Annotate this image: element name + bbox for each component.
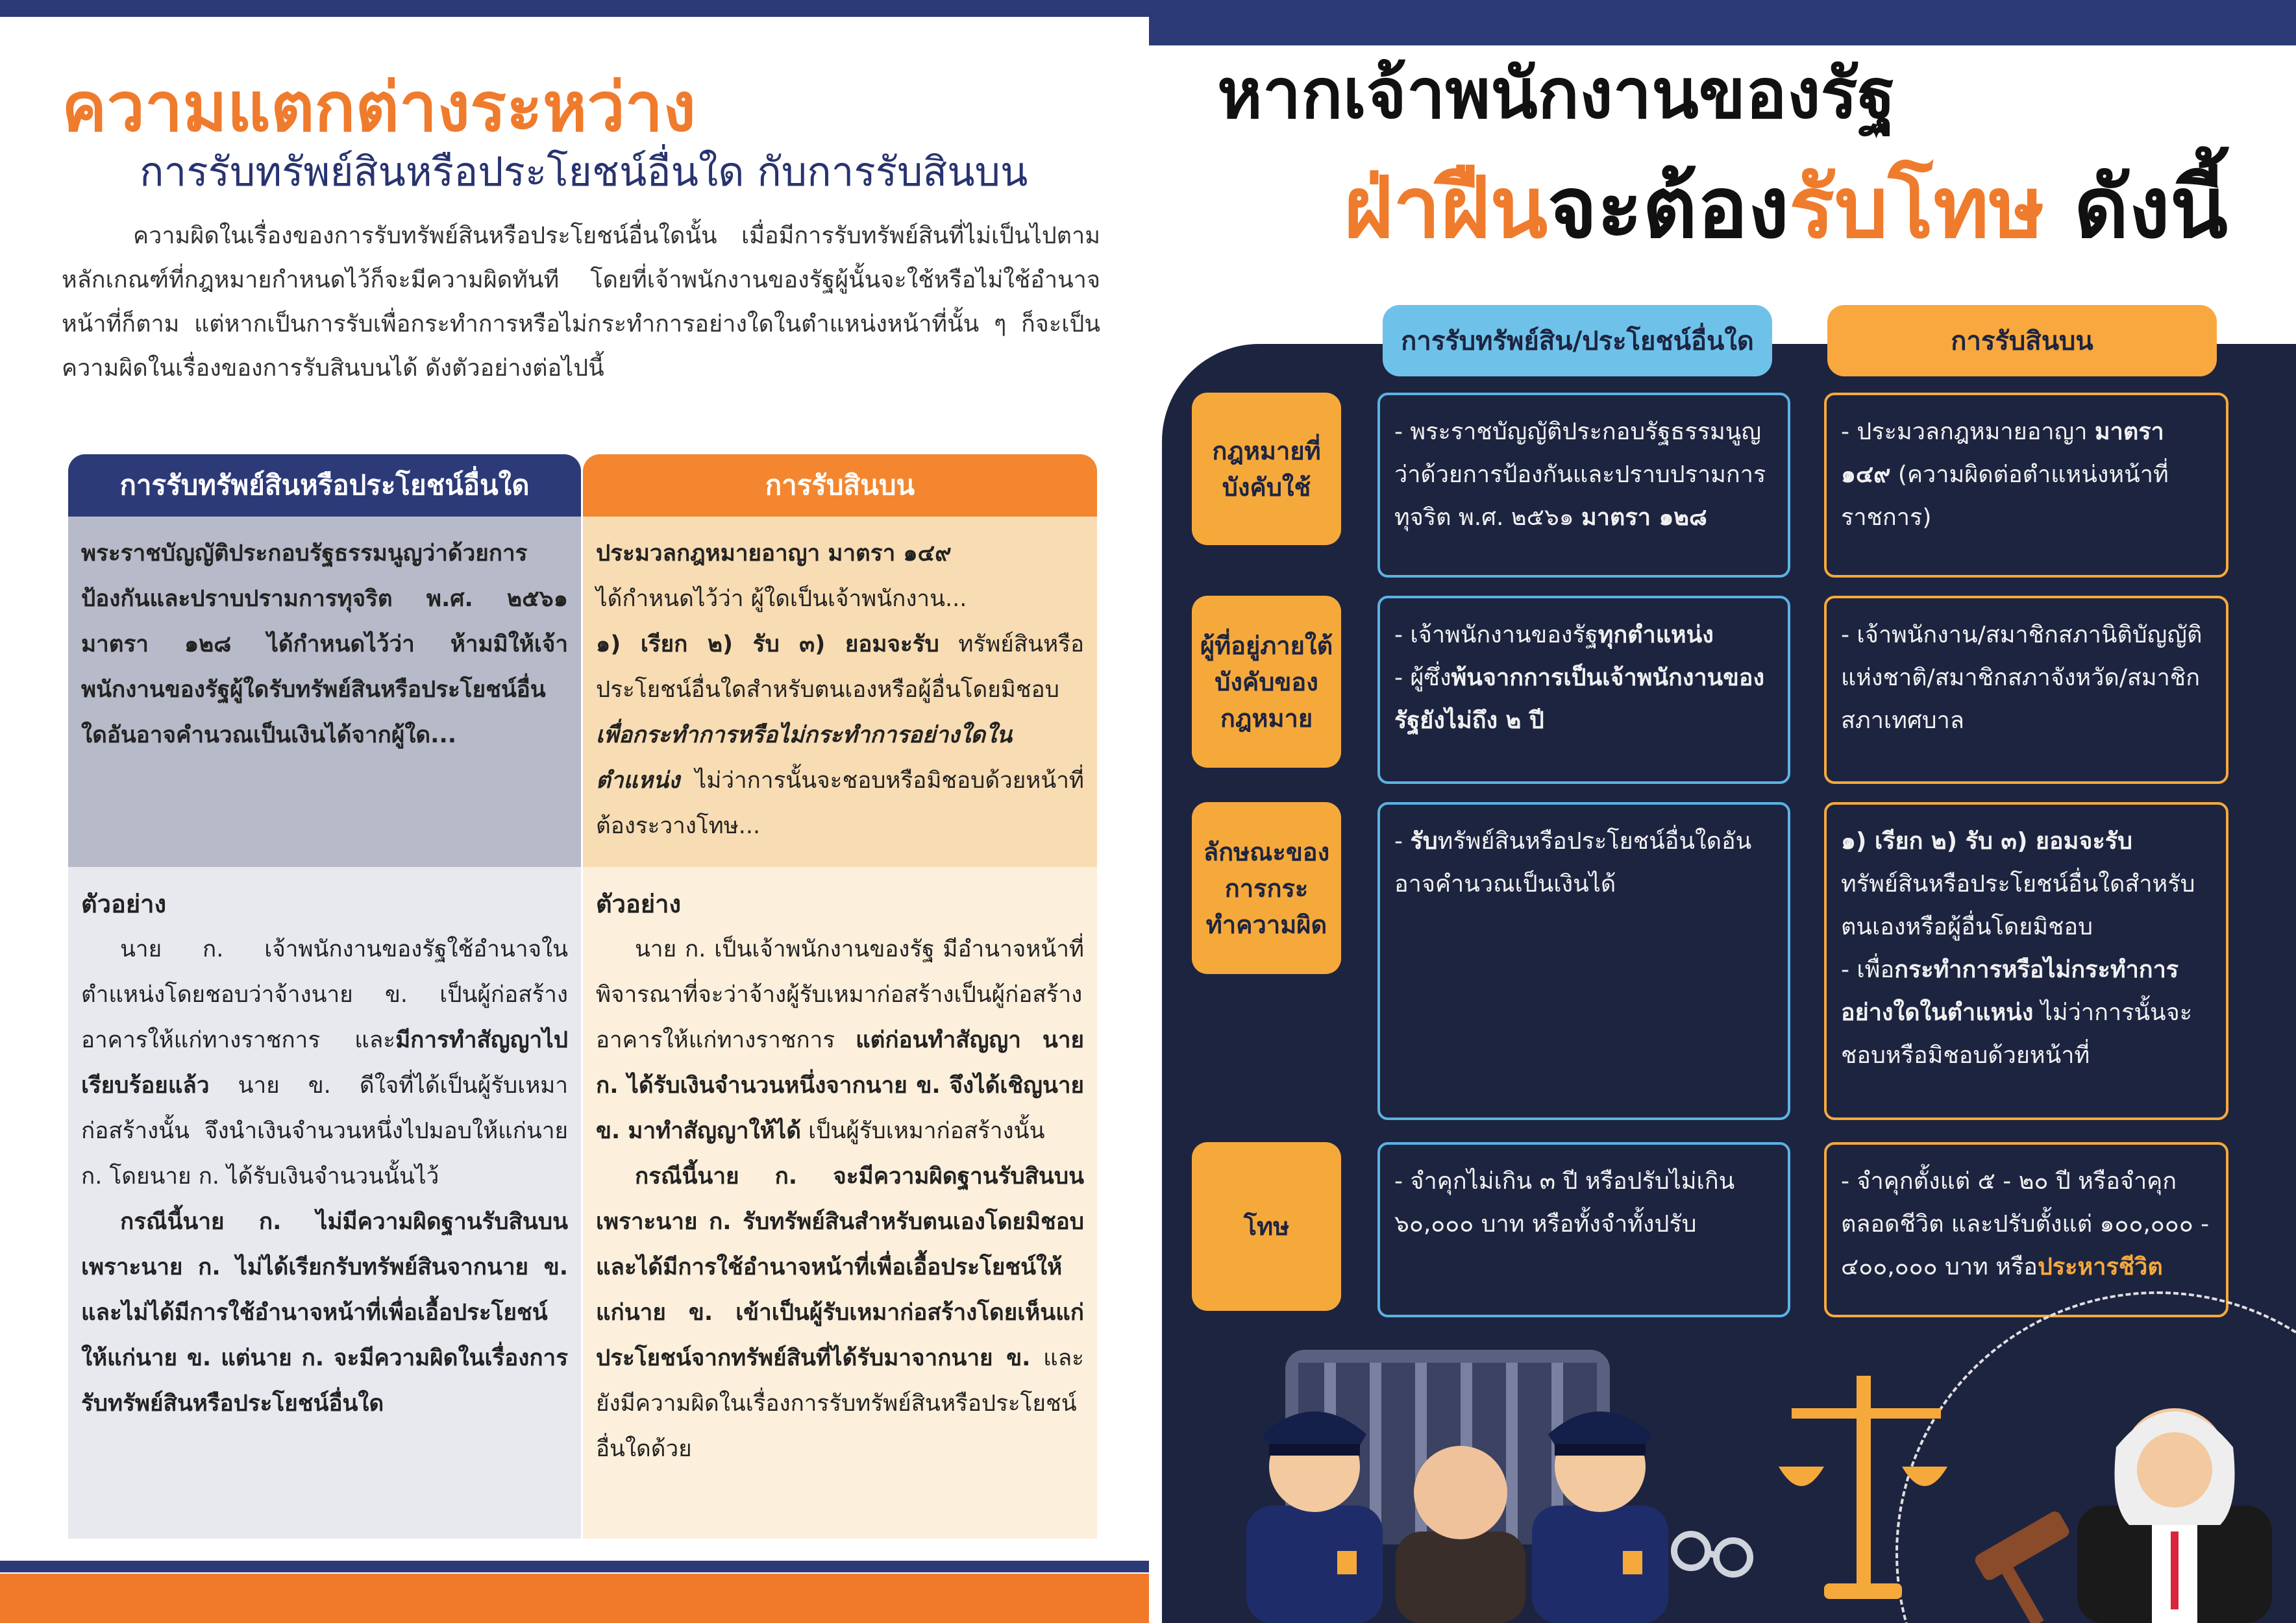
row4-col1-box (1377, 1142, 1790, 1317)
right-page (1149, 0, 2296, 1623)
col1-law-cell (68, 517, 581, 867)
right-title-line2 (1344, 153, 2285, 263)
row3-col2-e: ไม่ว่าการนั้นจะชอบหรือมิชอบด้วยหน้าที่ (1841, 999, 2193, 1069)
row1-col2-c: (ความผิดต่อตำแหน่งหน้าที่ราชการ) (1841, 461, 2169, 531)
title-penalty: รับโทษ (1789, 158, 2045, 257)
col1-example-cell (68, 867, 581, 1539)
header-bribery: การรับสินบน (1827, 305, 2217, 376)
col1-example-a: นาย ก. เจ้าพนักงานของรัฐใช้อำนาจในตำแหน่งโดยชอบว่าจ้างนาย ข. เป็นผู้ก่อสร้างอาคารให้แก่ทางราชการ และ (81, 936, 568, 1053)
bottom-stripe-orange (0, 1574, 1149, 1623)
col2-law-purpose: เพื่อกระทำการหรือไม่กระทำการอย่างใดในตำแหน่ง (596, 722, 1013, 794)
title-violate: ฝ่าฝืน (1344, 158, 1548, 257)
row3-col1-box (1377, 802, 1790, 1120)
col1-example-body (81, 927, 568, 1199)
col1-header: การรับทรัพย์สินหรือประโยชน์อื่นใด (68, 454, 581, 517)
col2-law-acts: ๑) เรียก ๒) รับ ๓) ยอมจะรับ (596, 631, 939, 657)
col2-law-intro: ได้กำหนดไว้ว่า ผู้ใดเป็นเจ้าพนักงาน... (596, 586, 967, 612)
row2-col1-d: พ้นจากการเป็นเจ้าพนักงานของรัฐยังไม่ถึง ๒ ปี (1394, 665, 1765, 734)
row4-col1-a: - จำคุกไม่เกิน ๓ ปี หรือปรับไม่เกิน ๖๐,๐๐๐ บาท หรือทั้งจำทั้งปรับ (1394, 1168, 1735, 1238)
left-subtitle: การรับทรัพย์สินหรือประโยชน์อื่นใด กับการรับสินบน (140, 148, 1028, 195)
col2-example-b: แต่ก่อนทำสัญญา นาย ก. ได้รับเงินจำนวนหนึ่งจากนาย ข. จึงได้เชิญนาย ข. มาทำสัญญาให้ได้ (596, 1027, 1084, 1144)
col1-example-label: ตัวอย่าง (81, 890, 166, 918)
row3-col2-a: ๑) เรียก ๒) รับ ๓) ยอมจะรับ (1841, 828, 2132, 855)
row3-col1-a: - (1394, 828, 1411, 855)
row4-col2-death: ประหารชีวิต (2037, 1254, 2163, 1280)
row1-col1-a: - พระราชบัญญัติประกอบรัฐธรรมนูญว่าด้วยการป้องกันและปราบปรามการทุจริต พ.ศ. ๒๕๖๑ (1394, 419, 1766, 531)
row1-col2-b: มาตรา ๑๔๙ (1841, 419, 2164, 488)
col2-example-e: และยังมีความผิดในเรื่องการรับทรัพย์สินหรือประโยชน์อื่นใดด้วย (596, 1345, 1084, 1462)
row2-col1-b: ทุกตำแหน่ง (1598, 622, 1714, 648)
intro-paragraph: ความผิดในเรื่องของการรับทรัพย์สินหรือประโยชน์อื่นใดนั้น เมื่อมีการรับทรัพย์สินที่ไม่เป็นไปตามหลักเกณฑ์ที่กฎหมายกำหนดไว้ก็จะมีความผิดทันที โดยที่เจ้าพนักงานของรัฐผู้นั้นจะใช้หรือไม่ใช้อำนาจหน้าที่ก็ตาม แต่หากเป็นการรับเพื่อกระทำการหรือไม่กระทำการอย่างใดในตำแหน่งหน้าที่นั้น ๆ ก็จะเป็นความผิดในเรื่องของการรับสินบนได้ ดังตัวอย่างต่อไปนี้ (62, 223, 1100, 382)
col2-example-body (596, 927, 1084, 1154)
bottom-stripe-navy (0, 1561, 1149, 1572)
row1-col2-a: - ประมวลกฎหมายอาญา (1841, 419, 2095, 445)
col1-example-b: มีการทำสัญญาไปเรียบร้อยแล้ว (81, 1027, 568, 1099)
top-stripe (0, 0, 1149, 17)
row3-col2-box (1824, 802, 2228, 1120)
col2-law-title: ประมวลกฎหมายอาญา มาตรา ๑๔๙ (596, 541, 952, 567)
row-label-offense: ลักษณะของการกระทำความผิด (1192, 802, 1341, 974)
row-label-subject: ผู้ที่อยู่ภายใต้บังคับของกฎหมาย (1192, 596, 1341, 768)
row3-col2-c: - เพื่อ (1841, 957, 1895, 983)
row1-col2-box (1824, 393, 2228, 578)
judge-icon (2077, 1408, 2272, 1623)
row2-col1-box (1377, 596, 1790, 784)
col2-example-conclusion (596, 1154, 1084, 1472)
col2-law-cell (583, 517, 1097, 867)
row1-col1-b: มาตรา ๑๒๘ (1581, 504, 1707, 531)
col2-example-cell (583, 867, 1097, 1539)
row2-col2-box (1824, 596, 2228, 784)
row-label-law: กฎหมายที่บังคับใช้ (1192, 393, 1341, 545)
row4-col2-a: - จำคุกตั้งแต่ ๕ - ๒๐ ปี หรือจำคุกตลอดชีวิต และปรับตั้งแต่ ๑๐๐,๐๐๐ - ๔๐๐,๐๐๐ บาท หรือ (1841, 1168, 2210, 1280)
right-title-line1: หากเจ้าพนักงานของรัฐ (1217, 54, 1895, 134)
row3-col1-c: ทรัพย์สินหรือประโยชน์อื่นใดอันอาจคำนวณเป็นเงินได้ (1394, 828, 1752, 897)
row1-col1-box (1377, 393, 1790, 578)
justice-illustration (1149, 1337, 2296, 1623)
left-title: ความแตกต่างระหว่าง (62, 67, 697, 147)
row2-col1-c: - ผู้ซึ่ง (1394, 665, 1451, 691)
col2-header: การรับสินบน (583, 454, 1097, 517)
col1-example-c: นาย ข. ดีใจที่ได้เป็นผู้รับเหมาก่อสร้างนั้น จึงนำเงินจำนวนหนึ่งไปมอบให้แก่นาย ก. โดยนาย ก. ได้รับเงินจำนวนนั้นไว้ (81, 1073, 568, 1190)
header-property: การรับทรัพย์สิน/ประโยชน์อื่นใด (1383, 305, 1772, 376)
row2-col2-a: - เจ้าพนักงาน/สมาชิกสภานิติบัญญัติแห่งชาติ/สมาชิกสภาจังหวัด/สมาชิกสภาเทศบาล (1841, 622, 2203, 734)
col2-example-d: กรณีนี้นาย ก. จะมีความผิดฐานรับสินบนเพราะนาย ก. รับทรัพย์สินสำหรับตนเองโดยมิชอบและได้มีการใช้อำนาจหน้าที่เพื่อเอื้อประโยชน์ให้แก่นาย ข. เข้าเป็นผู้รับเหมาก่อสร้างโดยเห็นแก่ประโยชน์จากทรัพย์สินที่ได้รับมาจากนาย ข. (596, 1164, 1084, 1371)
gavel-icon (1973, 1509, 2071, 1623)
title-as-follows: ดังนี้ (2044, 158, 2228, 257)
row3-col2-b: ทรัพย์สินหรือประโยชน์อื่นใดสำหรับตนเองหรือผู้อื่นโดยมิชอบ (1841, 871, 2195, 940)
col2-example-a: นาย ก. เป็นเจ้าพนักงานของรัฐ มีอำนาจหน้าที่พิจารณาที่จะว่าจ้างผู้รับเหมาก่อสร้างเป็นผู้ก่อสร้างอาคารให้แก่ทางราชการ (596, 936, 1084, 1053)
title-must: จะต้อง (1548, 158, 1790, 257)
col2-example-label: ตัวอย่าง (596, 890, 681, 918)
col2-law-body: ทรัพย์สินหรือประโยชน์อื่นใดสำหรับตนเองหรือผู้อื่นโดยมิชอบ (596, 631, 1084, 703)
row3-col2-d: กระทำการหรือไม่กระทำการอย่างใดในตำแหน่ง (1841, 957, 2179, 1026)
row3-col1-b: รับ (1410, 828, 1438, 855)
col2-law-tail: ไม่ว่าการนั้นจะชอบหรือมิชอบด้วยหน้าที่ ต้องระวางโทษ... (596, 768, 1084, 839)
col1-example-conclusion: กรณีนี้นาย ก. ไม่มีความผิดฐานรับสินบนเพราะนาย ก. ไม่ได้เรียกรับทรัพย์สินจากนาย ข. และไม่ได้มีการใช้อำนาจหน้าที่เพื่อเอื้อประโยชน์ให้แก่นาย ข. แต่นาย ก. จะมีความผิดในเรื่องการรับทรัพย์สินหรือประโยชน์อื่นใด (81, 1209, 568, 1417)
top-stripe (1149, 0, 2296, 45)
col2-example-c: เป็นผู้รับเหมาก่อสร้างนั้น (801, 1118, 1045, 1144)
scales-of-justice-icon (1779, 1376, 1947, 1599)
row2-col1-a: - เจ้าพนักงานของรัฐ (1394, 622, 1598, 648)
handcuffs-icon (1674, 1534, 1750, 1574)
row-label-penalty: โทษ (1192, 1142, 1341, 1311)
col1-law-text: พระราชบัญญัติประกอบรัฐธรรมนูญว่าด้วยการป้องกันและปราบปรามการทุจริต พ.ศ. ๒๕๖๑ มาตรา ๑๒๘ ได้กำหนดไว้ว่า ห้ามมิให้เจ้าพนักงานของรัฐผู้ใดรับทรัพย์สินหรือประโยชน์อื่นใดอันอาจคำนวณเป็นเงินได้จากผู้ใด... (81, 541, 568, 748)
